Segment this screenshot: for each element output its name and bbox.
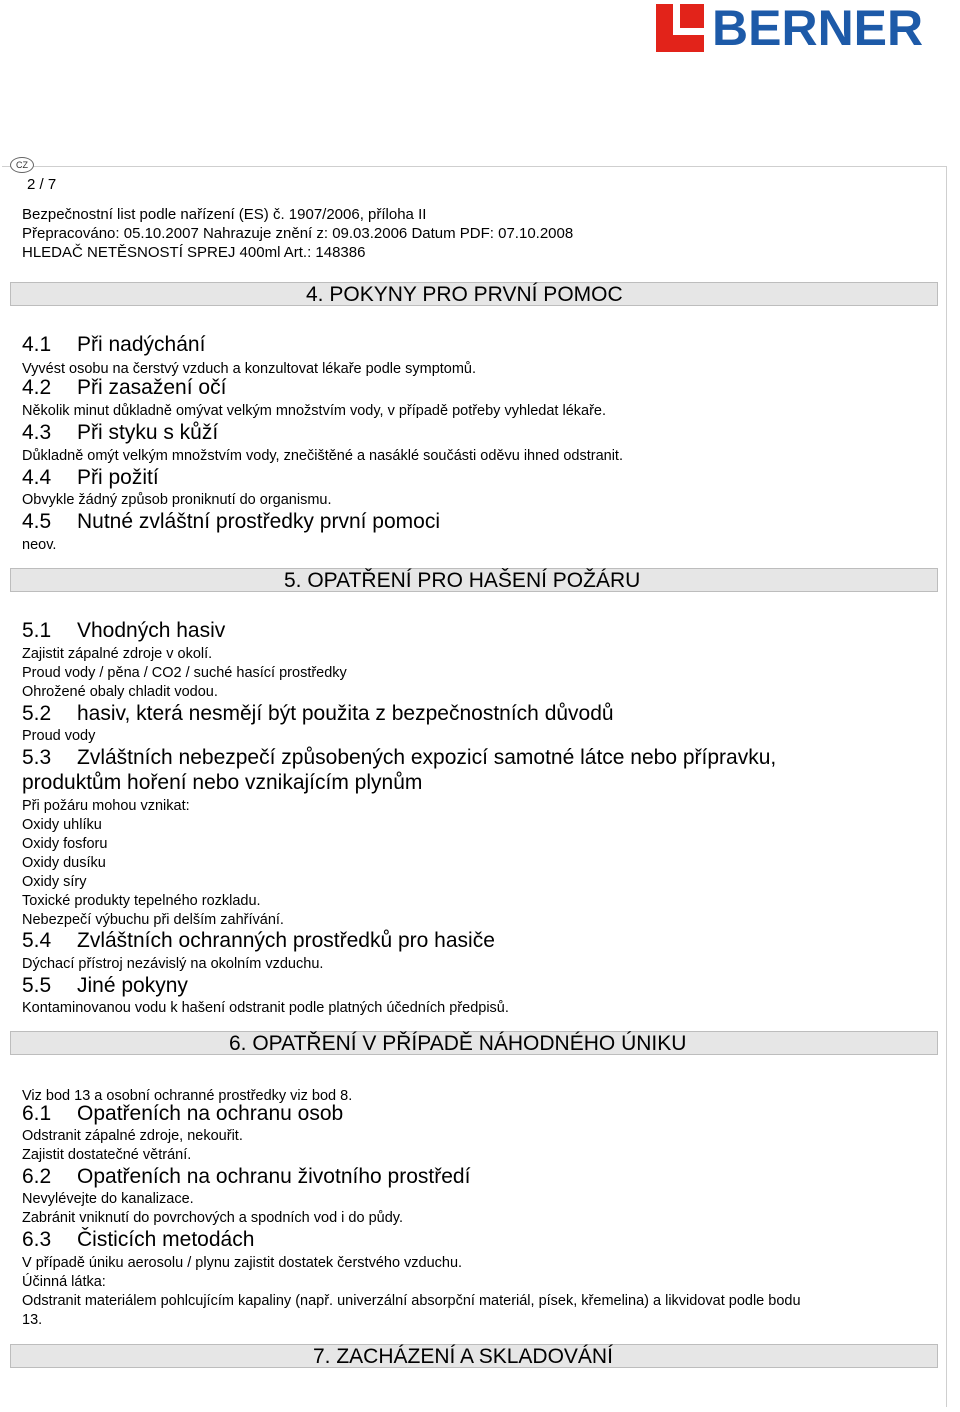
subsection-number: 4.1: [22, 333, 52, 356]
subsection-5-5: [22, 974, 188, 998]
text-line: Oxidy uhlíku: [22, 817, 102, 833]
text-line: Toxické produkty tepelného rozkladu.: [22, 893, 261, 909]
subsection-number: 6.3: [22, 1228, 52, 1251]
subsection-title: Zvláštních ochranných prostředků pro hasiče: [77, 929, 495, 952]
section-7-bar: [10, 1344, 938, 1368]
subsection-title: Při nadýchání: [77, 333, 206, 356]
section-5-bar: [10, 568, 938, 592]
subsection-6-1: [22, 1102, 343, 1126]
berner-logo-text: BERNER: [712, 0, 924, 56]
subsection-title: Opatřeních na ochranu osob: [77, 1102, 344, 1125]
subsection-5-3-title-cont: produktům hoření nebo vznikajícím plynům: [22, 771, 423, 794]
subsection-number: 4.4: [22, 466, 52, 489]
text-line: V případě úniku aerosolu / plynu zajistit dostatek čerstvého vzduchu.: [22, 1255, 463, 1271]
language-badge: CZ: [10, 157, 34, 173]
text-line: Zajistit zápalné zdroje v okolí.: [22, 646, 213, 662]
text-4-2: Několik minut důkladně omývat velkým množstvím vody, v případě potřeby vyhledat lékaře.: [22, 403, 607, 419]
text-4-3: Důkladně omýt velkým množstvím vody, znečištěné a nasáklé součásti oděvu ihned odstranit.: [22, 448, 623, 464]
subsection-number: 5.1: [22, 619, 52, 642]
text-line: Dýchací přístroj nezávislý na okolním vzduchu.: [22, 956, 324, 972]
text-line: Nebezpečí výbuchu při delším zahřívání.: [22, 912, 284, 928]
subsection-title: Při požití: [77, 466, 159, 489]
subsection-number: 5.2: [22, 702, 52, 725]
subsection-number: 6.1: [22, 1102, 52, 1125]
subsection-title: Jiné pokyny: [77, 974, 188, 997]
text-line: Odstranit zápalné zdroje, nekouřit.: [22, 1128, 243, 1144]
text-4-4: Obvykle žádný způsob proniknutí do organismu.: [22, 492, 332, 508]
section-6-title: 6. OPATŘENÍ V PŘÍPADĚ NÁHODNÉHO ÚNIKU: [229, 1032, 687, 1055]
text-4-1: Vyvést osobu na čerstvý vzduch a konzultovat lékaře podle symptomů.: [22, 361, 477, 377]
subsection-title: Čisticích metodách: [77, 1228, 255, 1251]
text-line: Oxidy dusíku: [22, 855, 106, 871]
text-4-5: neov.: [22, 537, 57, 553]
subsection-number: 4.3: [22, 421, 52, 444]
page-number: 2 / 7: [27, 176, 57, 193]
subsection-title: hasiv, která nesmějí být použita z bezpečnostních důvodů: [77, 702, 614, 725]
subsection-4-2: [22, 376, 226, 400]
text-line: Oxidy fosforu: [22, 836, 108, 852]
subsection-4-5: [22, 510, 440, 534]
subsection-5-2: [22, 702, 614, 726]
subsection-6-2: [22, 1165, 470, 1189]
text-line: Ohrožené obaly chladit vodou.: [22, 684, 218, 700]
subsection-4-4: [22, 466, 159, 490]
text-line: Při požáru mohou vznikat:: [22, 798, 190, 814]
text-line: Proud vody: [22, 728, 96, 744]
text-line: Kontaminovanou vodu k hašení odstranit podle platných účedních předpisů.: [22, 1000, 509, 1016]
subsection-number: 5.3: [22, 746, 52, 769]
subsection-number: 5.4: [22, 929, 52, 952]
subsection-5-4: [22, 929, 495, 953]
subsection-5-1: [22, 619, 225, 643]
header-product: HLEDAČ NETĚSNOSTÍ SPREJ 400ml Art.: 148386: [22, 244, 366, 261]
subsection-title: Při zasažení očí: [77, 376, 227, 399]
subsection-number: 4.2: [22, 376, 52, 399]
header-regulation: Bezpečnostní list podle nařízení (ES) č. 1907/2006, příloha II: [22, 206, 427, 223]
section-6-intro: Viz bod 13 a osobní ochranné prostředky viz bod 8.: [22, 1088, 353, 1104]
subsection-number: 5.5: [22, 974, 52, 997]
section-7-title: 7. ZACHÁZENÍ A SKLADOVÁNÍ: [313, 1345, 613, 1368]
text-line: Proud vody / pěna / CO2 / suché hasící prostředky: [22, 665, 347, 681]
header-revision: Přepracováno: 05.10.2007 Nahrazuje znění z: 09.03.2006 Datum PDF: 07.10.2008: [22, 225, 574, 242]
subsection-title: Vhodných hasiv: [77, 619, 226, 642]
berner-logo: [656, 0, 960, 56]
subsection-5-3: [22, 746, 776, 770]
text-line: Nevylévejte do kanalizace.: [22, 1191, 194, 1207]
subsection-title: Nutné zvláštní prostředky první pomoci: [77, 510, 440, 533]
subsection-title: Opatřeních na ochranu životního prostředí: [77, 1165, 471, 1188]
section-4-title: 4. POKYNY PRO PRVNÍ POMOC: [306, 283, 623, 306]
berner-logo-mark: [656, 4, 704, 52]
text-line: Oxidy síry: [22, 874, 87, 890]
text-line: Zabránit vniknutí do povrchových a spodních vod i do půdy.: [22, 1210, 403, 1226]
subsection-title: Při styku s kůží: [77, 421, 219, 444]
section-6-bar: [10, 1031, 938, 1055]
subsection-4-1: [22, 333, 205, 357]
subsection-title: Zvláštních nebezpečí způsobených expozicí samotné látce nebo přípravku,: [77, 746, 777, 769]
subsection-number: 4.5: [22, 510, 52, 533]
text-line: 13.: [22, 1312, 43, 1328]
text-line: Zajistit dostatečné větrání.: [22, 1147, 192, 1163]
subsection-number: 6.2: [22, 1165, 52, 1188]
subsection-6-3: [22, 1228, 254, 1252]
section-5-title: 5. OPATŘENÍ PRO HAŠENÍ POŽÁRU: [284, 569, 641, 592]
subsection-4-3: [22, 421, 218, 445]
text-line: Odstranit materiálem pohlcujícím kapaliny (např. univerzální absorpční materiál, písek, křemelina) a likvidovat podle bodu: [22, 1293, 801, 1309]
section-4-bar: [10, 282, 938, 306]
text-line: Účinná látka:: [22, 1274, 106, 1290]
